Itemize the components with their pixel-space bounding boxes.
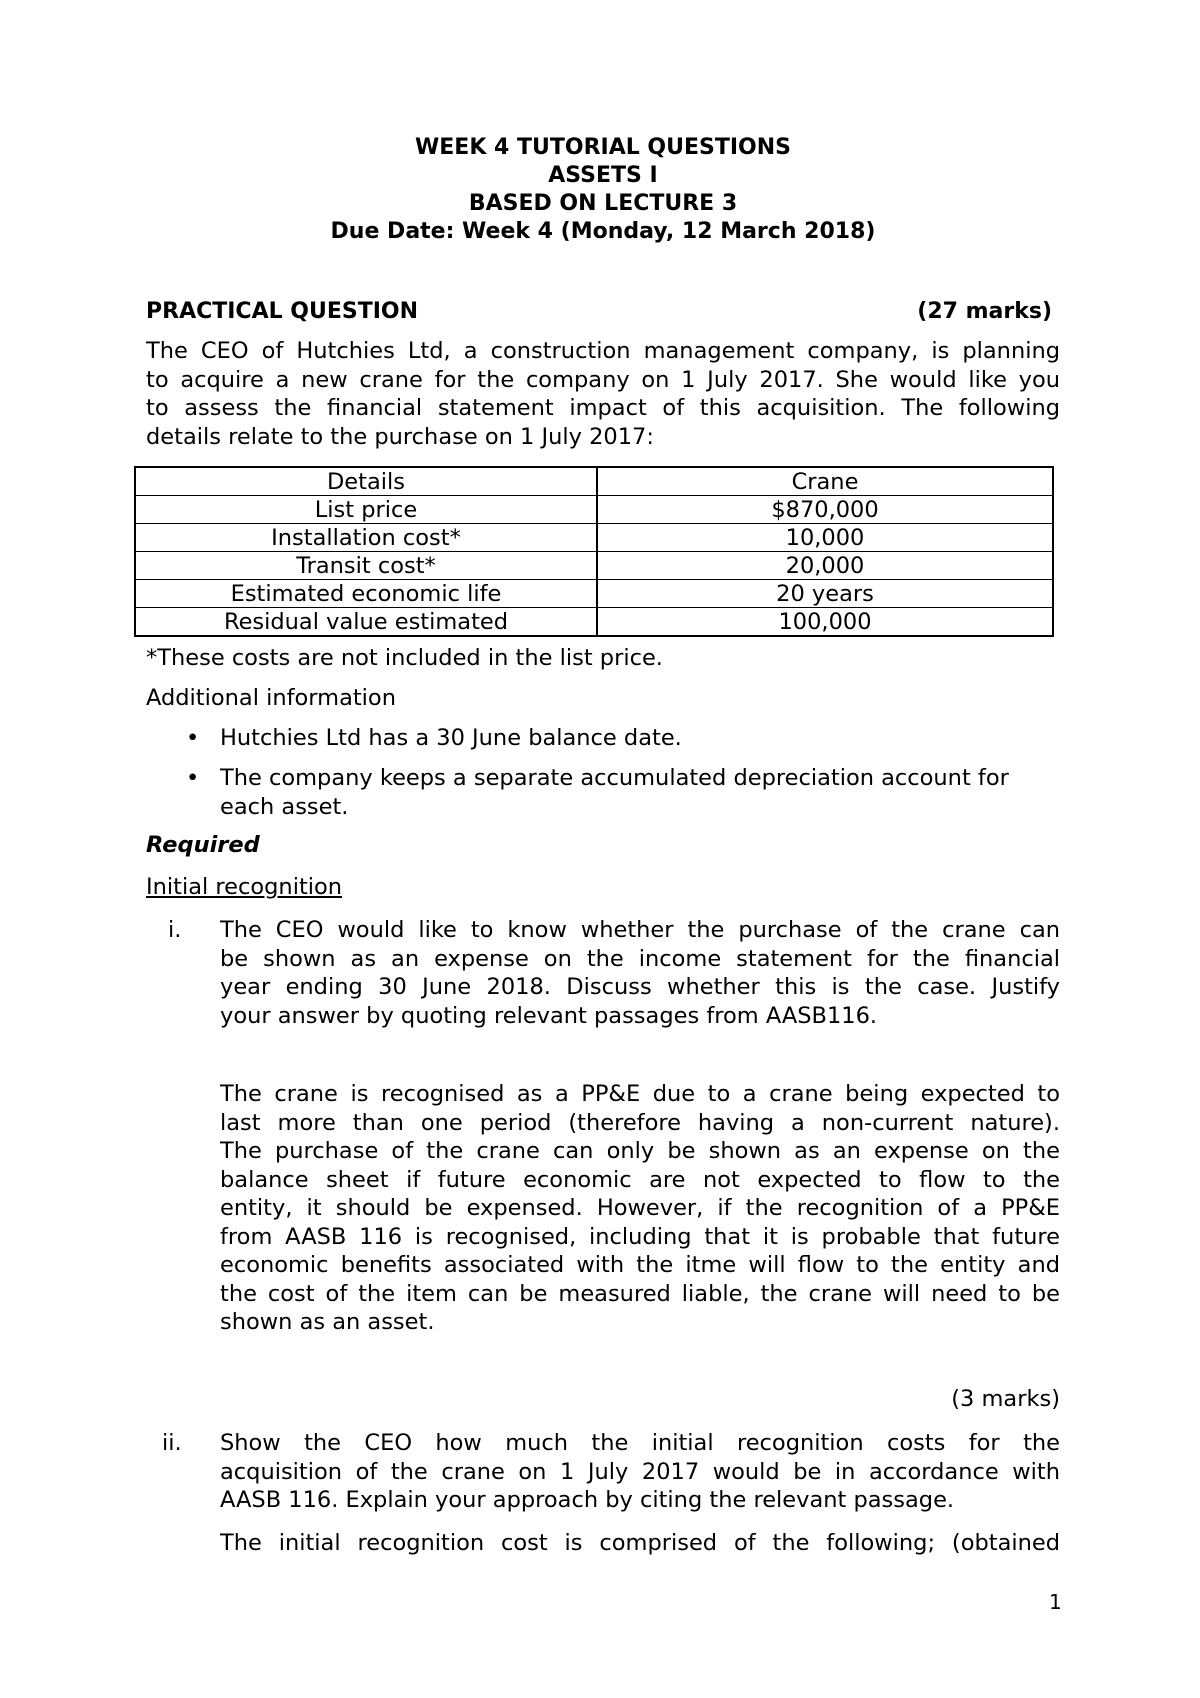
table-header-details: Details bbox=[135, 467, 597, 496]
table-cell: Transit cost* bbox=[135, 552, 597, 580]
additional-info-title: Additional information bbox=[146, 685, 396, 711]
bullet-text: Hutchies Ltd has a 30 June balance date. bbox=[220, 725, 682, 751]
question-2-answer: The initial recognition cost is comprised of the following; (obtained bbox=[220, 1530, 1060, 1556]
header-lecture: BASED ON LECTURE 3 bbox=[468, 191, 738, 216]
bullet-icon: • bbox=[186, 725, 200, 751]
table-cell: 100,000 bbox=[597, 608, 1053, 637]
table-cell: 20,000 bbox=[597, 552, 1053, 580]
practical-question-marks: (27 marks) bbox=[917, 299, 1052, 324]
question-1-text: The CEO would like to know whether the purchase of the crane can be shown as an expense on the income statement for the financial year ending 30 June 2018. Discuss whether this is the case. Justify your answer by quoting relevant passages from AASB116. bbox=[220, 917, 1060, 1029]
intro-paragraph bbox=[146, 337, 1060, 451]
table-row bbox=[135, 524, 1053, 552]
question-number: i. bbox=[168, 917, 182, 943]
intro-line: to assess the financial statement impact of this acquisition. The following bbox=[146, 395, 1060, 421]
initial-recognition-heading: Initial recognition bbox=[146, 874, 343, 900]
intro-line: The CEO of Hutchies Ltd, a construction management company, is planning bbox=[146, 338, 1060, 364]
table-cell: $870,000 bbox=[597, 496, 1053, 524]
question-1-answer: The crane is recognised as a PP&E due to a crane being expected to last more than one period (therefore having a non-current nature). The purchase of the crane can only be shown as an expense on the balance sheet if future economic are not expected to flow to the entity, it should be expensed. However, if the recognition of a PP&E from AASB 116 is recognised, including that it is probable that future economic benefits associated with the itme will flow to the entity and the cost of the item can be measured liable, the crane will need to be shown as an asset. bbox=[220, 1081, 1060, 1335]
bullet-icon: • bbox=[186, 765, 200, 791]
table-header-row bbox=[135, 467, 1053, 496]
table-cell: 20 years bbox=[597, 580, 1053, 608]
intro-line: details relate to the purchase on 1 July 2017: bbox=[146, 423, 654, 450]
crane-details-table bbox=[134, 466, 1054, 637]
page-number: 1 bbox=[1049, 1590, 1062, 1614]
bullet-item bbox=[146, 724, 1060, 754]
table-footnote: *These costs are not included in the list price. bbox=[146, 645, 663, 671]
header-due-date: Due Date: Week 4 (Monday, 12 March 2018) bbox=[330, 219, 876, 244]
header-title: WEEK 4 TUTORIAL QUESTIONS bbox=[415, 135, 791, 160]
table-header-crane: Crane bbox=[597, 467, 1053, 496]
bullet-text: The company keeps a separate accumulated depreciation account for each asset. bbox=[220, 765, 1009, 820]
header-subtitle: ASSETS I bbox=[548, 163, 658, 188]
table-cell: List price bbox=[135, 496, 597, 524]
table-cell: Installation cost* bbox=[135, 524, 597, 552]
table-cell: Estimated economic life bbox=[135, 580, 597, 608]
practical-question-title: PRACTICAL QUESTION bbox=[146, 299, 419, 324]
table-row bbox=[135, 580, 1053, 608]
table-cell: Residual value estimated bbox=[135, 608, 597, 637]
table-cell: 10,000 bbox=[597, 524, 1053, 552]
table-row bbox=[135, 496, 1053, 524]
bullet-item bbox=[146, 764, 1060, 824]
practical-question-heading bbox=[146, 298, 1052, 326]
table-row bbox=[135, 552, 1053, 580]
question-number: ii. bbox=[162, 1430, 182, 1456]
question-2-text: Show the CEO how much the initial recognition costs for the acquisition of the crane on 1 July 2017 would be in accordance with AASB 116. Explain your approach by citing the relevant passage. bbox=[220, 1430, 1060, 1513]
required-heading: Required bbox=[146, 832, 260, 858]
table-row bbox=[135, 608, 1053, 637]
question-1-marks: (3 marks) bbox=[951, 1386, 1060, 1412]
intro-line: to acquire a new crane for the company on 1 July 2017. She would like you bbox=[146, 366, 1060, 393]
